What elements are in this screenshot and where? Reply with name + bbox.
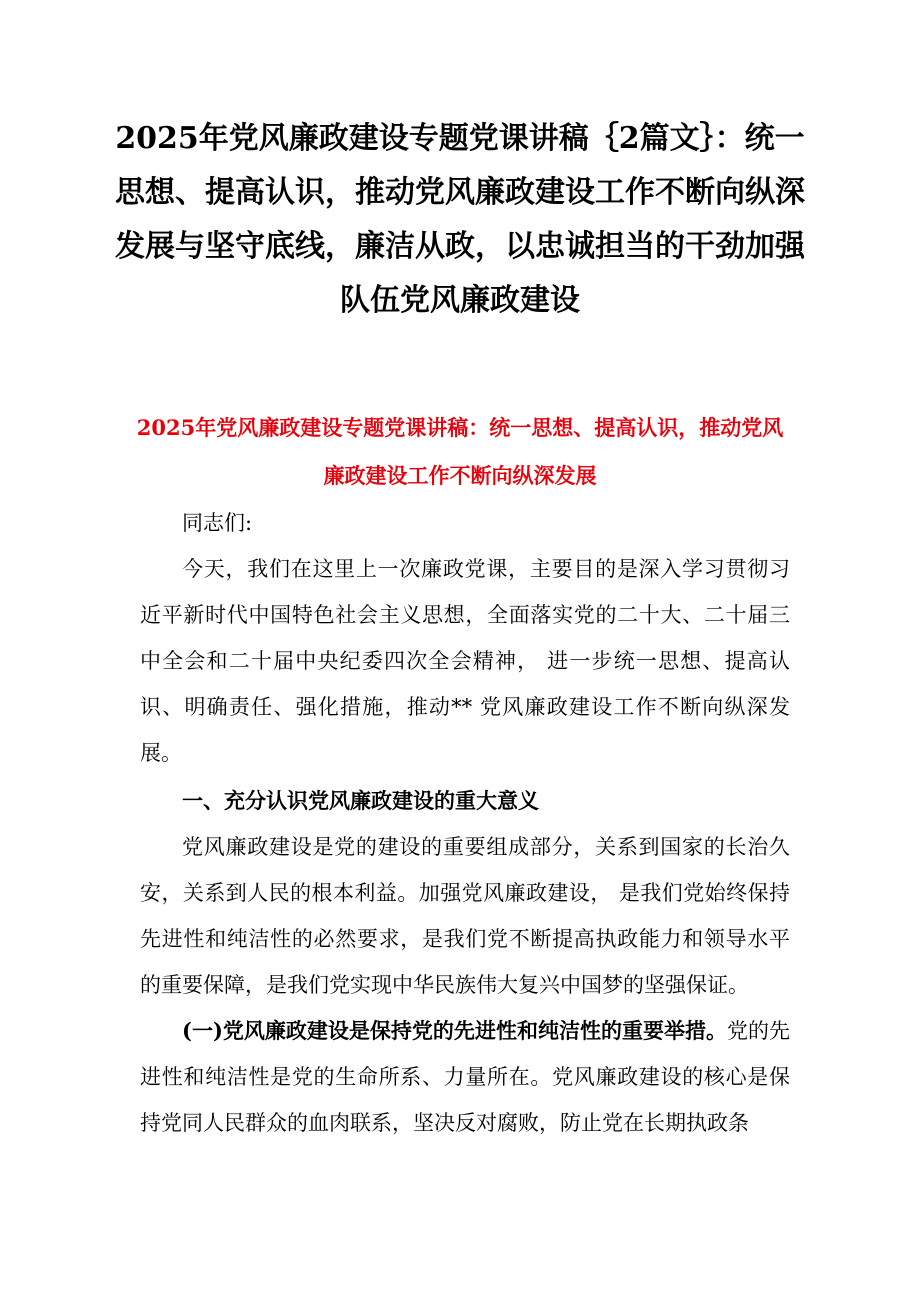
- section-heading: 2025年党风廉政建设专题党课讲稿：统一思想、提高认识，推动党风廉政建设工作不断向纵深发展: [136, 415, 784, 488]
- salutation: 同志们:: [182, 511, 253, 535]
- heading-1: 一、充分认识党风廉政建设的重大意义: [182, 788, 539, 813]
- paragraph-2: [140, 1008, 790, 1146]
- document-title: 2025年党风廉政建设专题党课讲稿｛2篇文｝：统一思想、提高认识，推动党风廉政建设工作不断向纵深发展与坚守底线，廉洁从政，以忠诚担当的干劲加强队伍党风廉政建设: [115, 121, 805, 318]
- intro-paragraph: 今天，我们在这里上一次廉政党课，主要目的是深入学习贯彻习近平新时代中国特色社会主义思想，全面落实党的二十大、二十届三中全会和二十届中央纪委四次全会精神， 进一步统一思想、提高认识、明确责任、强化措施，推动** 党风廉政建设工作不断向纵深发展。: [140, 557, 790, 765]
- paragraph-2-lead: (一)党风廉政建设是保持党的先进性和纯洁性的重要举措。: [182, 1018, 727, 1043]
- document-body: [140, 500, 790, 1146]
- paragraph-1: 党风廉政建设是党的建设的重要组成部分，关系到国家的长治久安，关系到人民的根本利益。加强党风廉政建设， 是我们党始终保持先进性和纯洁性的必然要求，是我们党不断提高执政能力和领导水平的重要保障，是我们党实现中华民族伟大复兴中国梦的坚强保证。: [140, 835, 790, 997]
- paragraph-2-rest: 党的先进性和纯洁性是党的生命所系、力量所在。党风廉政建设的核心是保持党同人民群众的血肉联系，坚决反对腐败，防止党在长期执政条: [140, 1019, 791, 1135]
